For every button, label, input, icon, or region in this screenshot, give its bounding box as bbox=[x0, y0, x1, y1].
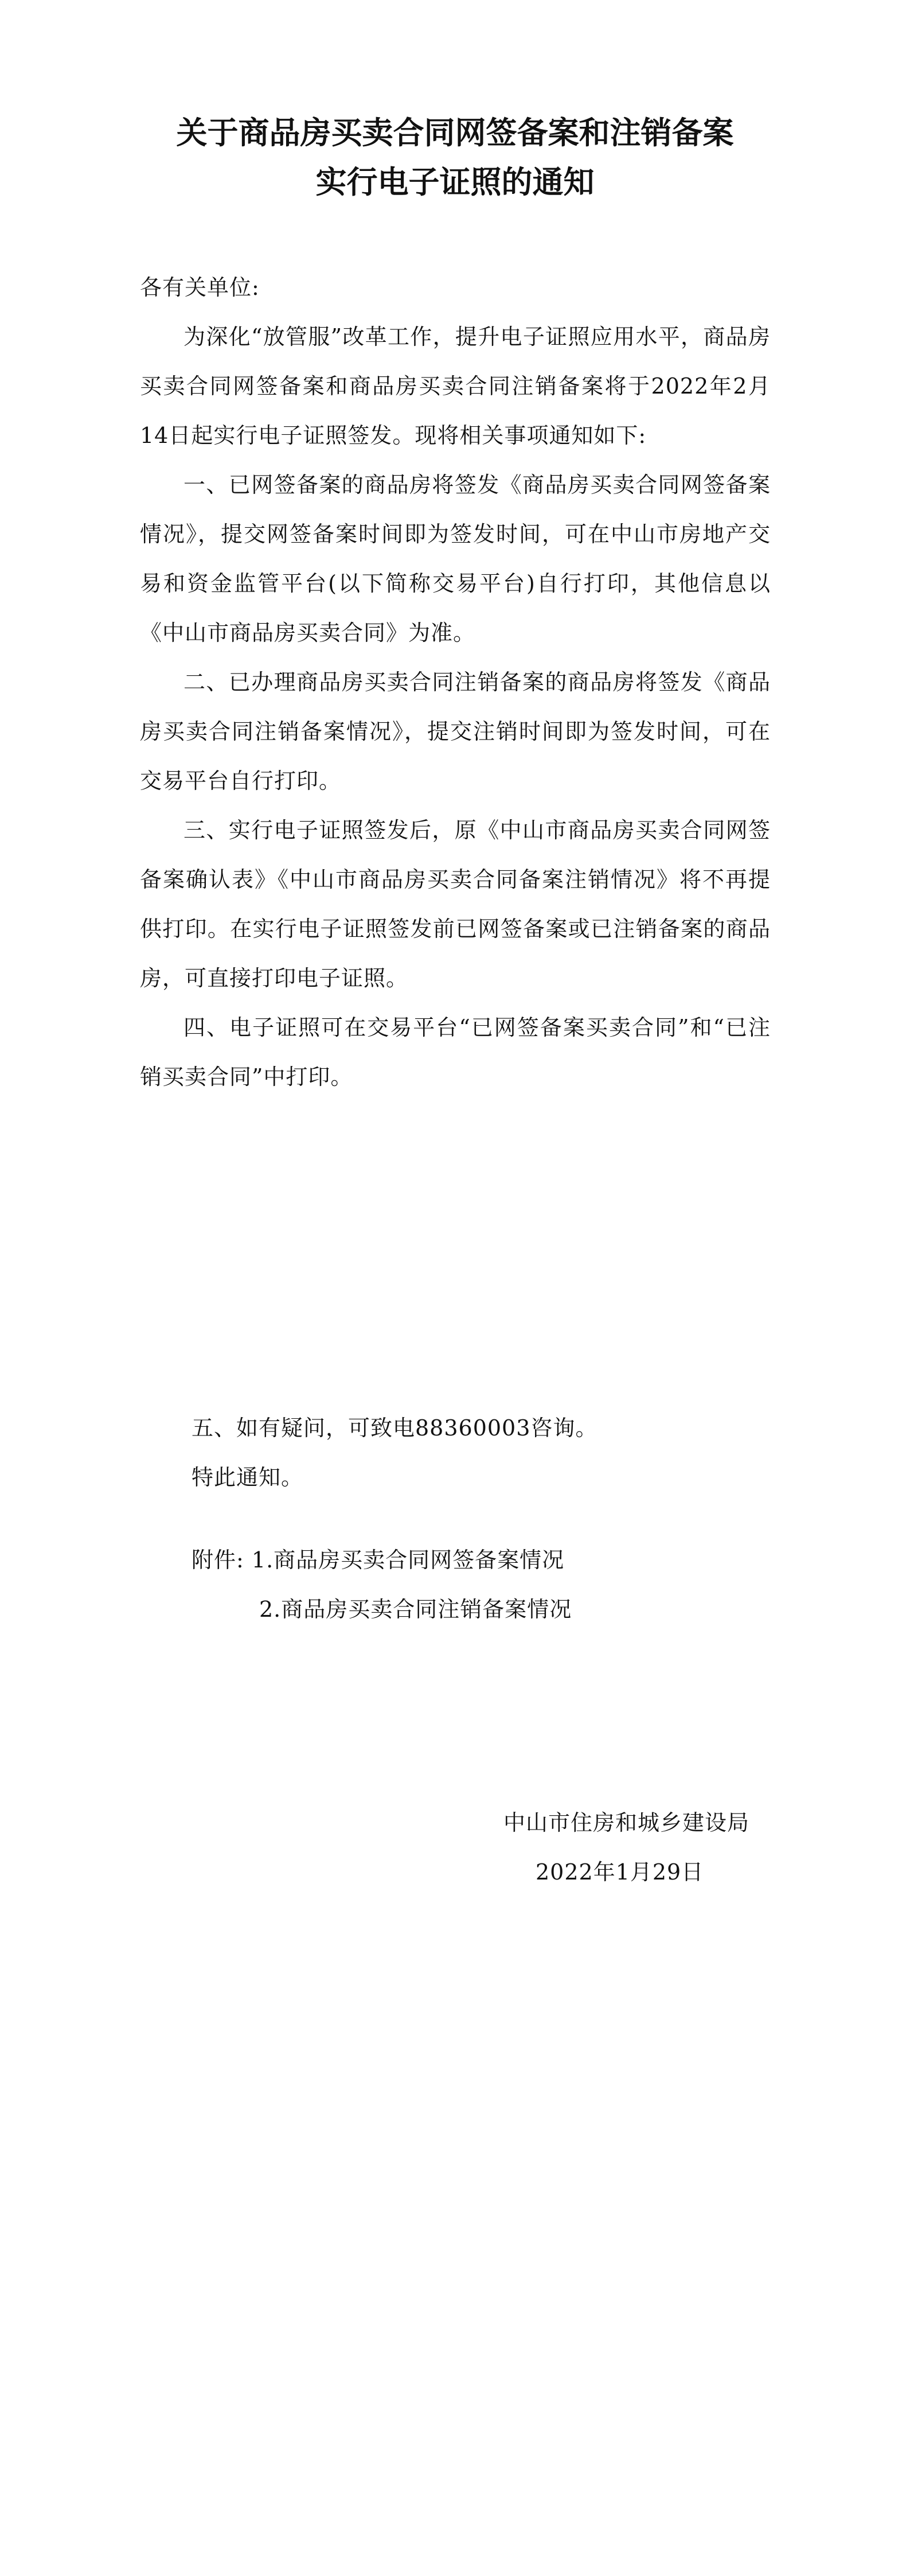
attachment-item-2: 2.商品房买卖合同注销备案情况 bbox=[259, 1597, 572, 1622]
notice-footer bbox=[140, 1403, 771, 1634]
item-3-paragraph: 三、实行电子证照签发后，原《中山市商品房买卖合同网签备案确认表》《中山市商品房买卖合同备案注销情况》将不再提供打印。在实行电子证照签发前已网签备案或已注销备案的商品房，可直接打印电子证照。 bbox=[140, 818, 771, 991]
closing-text: 特此通知。 bbox=[192, 1465, 304, 1490]
item-5-paragraph: 五、如有疑问，可致电88360003咨询。 bbox=[192, 1415, 598, 1441]
attachment-line-2 bbox=[140, 1585, 771, 1634]
attachment-line-1 bbox=[140, 1535, 771, 1585]
issuer-name: 中山市住房和城乡建设局 bbox=[503, 1810, 750, 1835]
attachment-item-1: 1.商品房买卖合同网签备案情况 bbox=[251, 1547, 565, 1573]
item-2-paragraph: 二、已办理商品房买卖合同注销备案的商品房将签发《商品房买卖合同注销备案情况》，提交注销时间即为签发时间，可在交易平台自行打印。 bbox=[140, 670, 771, 793]
attachment-label: 附件: bbox=[192, 1547, 244, 1573]
notice-body bbox=[140, 263, 771, 1102]
intro-paragraph: 为深化“放管服”改革工作，提升电子证照应用水平，商品房买卖合同网签备案和商品房买卖合同注销备案将于2022年2月14日起实行电子证照签发。现将相关事项通知如下: bbox=[140, 324, 771, 448]
item-4-paragraph: 四、电子证照可在交易平台“已网签备案买卖合同”和“已注销买卖合同”中打印。 bbox=[140, 1015, 771, 1089]
document-title-line-1: 关于商品房买卖合同网签备案和注销备案 bbox=[176, 115, 734, 151]
document-title-line-2: 实行电子证照的通知 bbox=[315, 164, 595, 200]
item-1-paragraph: 一、已网签备案的商品房将签发《商品房买卖合同网签备案情况》，提交网签备案时间即为签发时间，可在中山市房地产交易和资金监管平台(以下简称交易平台)自行打印，其他信息以《中山市商品房买卖合同》为准。 bbox=[140, 472, 771, 645]
issue-date: 2022年1月29日 bbox=[536, 1859, 704, 1885]
salutation: 各有关单位: bbox=[140, 275, 260, 300]
